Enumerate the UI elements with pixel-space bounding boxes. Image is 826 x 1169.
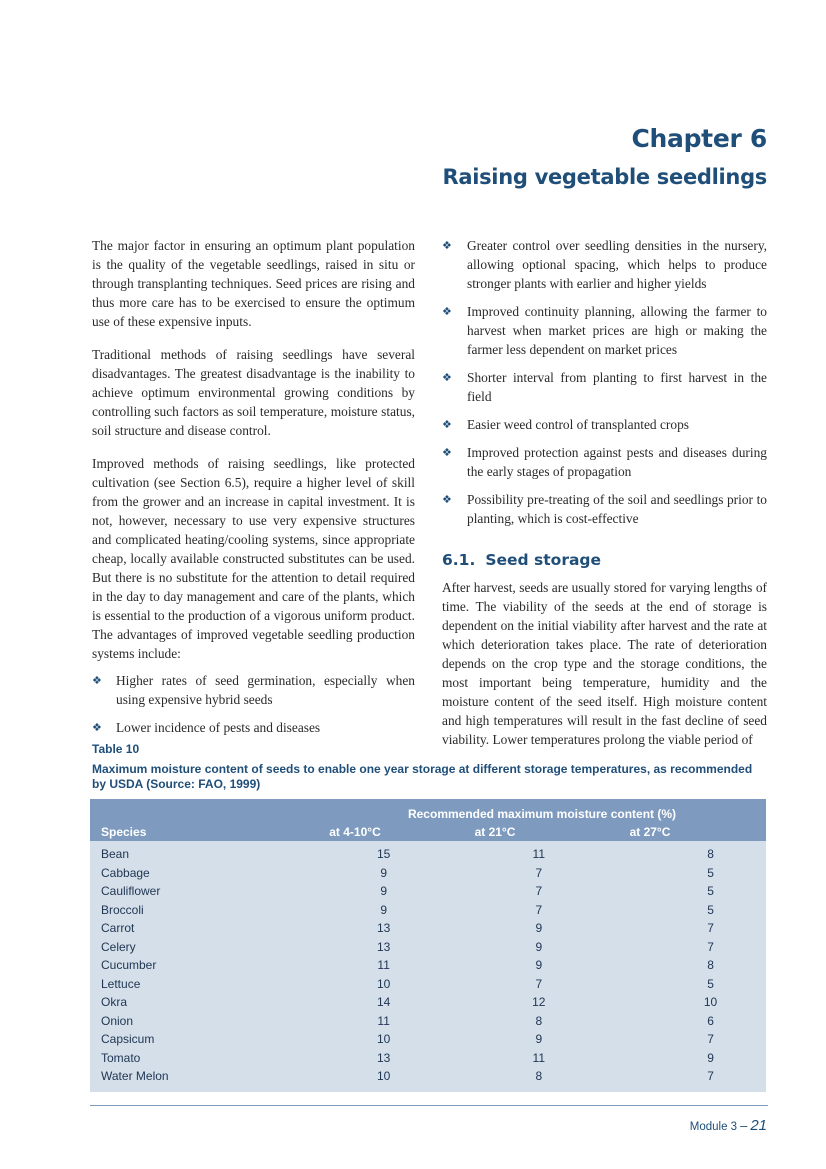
chapter-number: Chapter 6	[631, 124, 767, 153]
table-header	[90, 799, 766, 841]
spacer-cell	[594, 1012, 655, 1031]
value-cell: 11	[532, 1050, 546, 1065]
table-block	[92, 742, 768, 1092]
list-item	[442, 302, 767, 359]
value-cell: 13	[376, 1050, 391, 1065]
value-cell: 5	[707, 902, 714, 917]
value-cell: 7	[707, 1032, 714, 1047]
diamond-bullet-icon: ❖	[92, 721, 102, 734]
spacer-cell	[439, 1067, 483, 1086]
spacer-cell	[439, 1049, 483, 1068]
value-cell: 7	[535, 976, 543, 991]
value-cell: 13	[376, 921, 391, 936]
spacer-cell	[594, 864, 655, 883]
value-cell: 7	[535, 865, 543, 880]
diamond-bullet-icon: ❖	[442, 239, 452, 252]
footer-dash: –	[740, 1118, 748, 1133]
value-cell: 11	[532, 847, 546, 862]
spacer-cell	[439, 975, 483, 994]
value-cell: 9	[535, 921, 543, 936]
value-cell: 5	[707, 884, 714, 899]
spacer-cell	[439, 956, 483, 975]
footer-rule	[90, 1105, 768, 1106]
value-cell: 7	[707, 921, 714, 936]
species-cell: Water Melon	[101, 1069, 169, 1084]
value-cell: 7	[707, 939, 714, 954]
value-cell: 9	[535, 939, 543, 954]
list-item-text: Improved protection against pests and diseases during the early stages of propagation	[467, 445, 767, 479]
chapter-title: Raising vegetable seedlings	[442, 165, 767, 189]
value-cell: 8	[707, 847, 714, 862]
list-item-text: Lower incidence of pests and diseases	[116, 720, 321, 735]
value-cell: 11	[377, 1013, 390, 1028]
species-cell: Tomato	[101, 1050, 141, 1065]
advantages-list-continued	[442, 236, 767, 528]
species-cell: Bean	[101, 847, 130, 862]
paragraph: Improved methods of raising seedlings, like protected cultivation (see Section 6.5), require a higher level of skill from the grower and an increase in capital investment. It is not, however, necessary to use very expensive structures and complicated heating/cooling systems, since appropriate cheap, locally available constructed substitutes can be used. But there is no substitute for the attention to detail required in the day to day management and care of the plants, which is essential to the production of a vigorous uniform product. The advantages of improved vegetable seedling production systems include:	[92, 456, 415, 661]
species-cell: Celery	[101, 939, 136, 954]
species-cell: Capsicum	[101, 1032, 155, 1047]
spacer-cell	[439, 993, 483, 1012]
value-cell: 9	[707, 1050, 714, 1065]
value-cell: 7	[535, 902, 543, 917]
value-cell: 14	[376, 995, 391, 1010]
list-item	[442, 415, 767, 434]
list-item	[442, 236, 767, 293]
value-cell: 10	[703, 995, 718, 1010]
value-cell: 9	[535, 1032, 543, 1047]
species-cell: Onion	[101, 1013, 134, 1028]
value-cell: 9	[380, 884, 387, 899]
table-row	[90, 901, 766, 920]
section-title: Seed storage	[485, 551, 602, 569]
table-body	[90, 845, 766, 1086]
table-row	[90, 1012, 766, 1031]
spacer-cell	[594, 1067, 655, 1086]
diamond-bullet-icon: ❖	[442, 305, 452, 318]
value-cell: 10	[376, 1069, 391, 1084]
module-label: Module 3	[689, 1121, 738, 1133]
table-row	[90, 956, 766, 975]
value-cell: 8	[535, 1013, 543, 1028]
value-cell: 6	[707, 1013, 714, 1028]
spacer-cell	[594, 919, 655, 938]
list-item-text: Easier weed control of transplanted crops	[467, 417, 689, 432]
list-item-text: Greater control over seedling densities in the nursery, allowing optional spacing, which helps to produce stronger plants with earlier and higher yields	[467, 238, 767, 291]
table-caption: Maximum moisture content of seeds to enable one year storage at different storage temperatures, as recommended by USDA (Source: FAO, 1999)	[92, 762, 753, 791]
diamond-bullet-icon: ❖	[442, 418, 452, 431]
section-heading	[442, 550, 767, 570]
diamond-bullet-icon: ❖	[442, 446, 452, 459]
list-item	[92, 671, 415, 709]
table-row	[90, 864, 766, 883]
spacer-cell	[594, 938, 655, 957]
table-row	[90, 938, 766, 957]
spacer-cell	[594, 975, 655, 994]
paragraph: After harvest, seeds are usually stored for varying lengths of time. The viability of the seeds at the end of storage is dependent on the initial viability after harvest and the rate at which deterioration takes place. The rate of deterioration depends on the crop type and the storage conditions, the most important being temperature, humidity and the moisture content of the seed itself. High moisture content and high temperatures will result in the fast decline of seed viability. Lower temperatures prolong the viable period of	[442, 580, 767, 747]
table-row	[90, 975, 766, 994]
value-cell: 9	[380, 865, 387, 880]
list-item	[442, 443, 767, 481]
species-cell: Cauliflower	[101, 884, 161, 899]
list-item	[442, 368, 767, 406]
value-cell: 9	[380, 902, 387, 917]
table-row	[90, 1030, 766, 1049]
diamond-bullet-icon: ❖	[92, 674, 102, 687]
diamond-bullet-icon: ❖	[442, 371, 452, 384]
list-item-text: Improved continuity planning, allowing the farmer to harvest when market prices are high or making the farmer less dependent on market prices	[467, 304, 767, 357]
value-cell: 15	[376, 847, 391, 862]
list-item-text: Shorter interval from planting to first harvest in the field	[467, 370, 767, 404]
list-item	[442, 490, 767, 528]
span-header: Recommended maximum moisture content (%)	[407, 807, 677, 821]
value-cell: 7	[707, 1069, 714, 1084]
paragraph: The major factor in ensuring an optimum plant population is the quality of the vegetable seedlings, raised in situ or through transplanting techniques. Seed prices are rising and thus more care has to be exercised to ensure the optimum use of these expensive inputs.	[92, 238, 415, 329]
species-cell: Cabbage	[101, 865, 150, 880]
value-cell: 13	[376, 939, 391, 954]
chapter-header	[442, 122, 767, 194]
column-header: Species	[101, 825, 147, 839]
species-cell: Broccoli	[101, 902, 144, 917]
column-header: at 27°C	[629, 825, 671, 839]
table-row	[90, 993, 766, 1012]
value-cell: 5	[707, 976, 714, 991]
column-header: at 4-10°C	[329, 825, 381, 839]
table-row	[90, 919, 766, 938]
diamond-bullet-icon: ❖	[442, 493, 452, 506]
paragraph: Traditional methods of raising seedlings have several disadvantages. The greatest disadvantage is the inability to achieve optimum environmental growing conditions by controlling such factors as soil temperature, moisture status, soil structure and disease control.	[92, 347, 415, 438]
spacer-cell	[594, 901, 655, 920]
spacer-cell	[439, 845, 483, 864]
spacer-cell	[594, 993, 655, 1012]
list-item-text: Possibility pre-treating of the soil and seedlings prior to planting, which is cost-effective	[467, 492, 767, 526]
value-cell: 10	[376, 976, 391, 991]
spacer-cell	[439, 1030, 483, 1049]
spacer-cell	[594, 845, 655, 864]
spacer-cell	[439, 901, 483, 920]
column-header: at 21°C	[474, 825, 516, 839]
species-cell: Lettuce	[101, 976, 141, 991]
spacer-cell	[439, 882, 483, 901]
spacer-cell	[439, 864, 483, 883]
spacer-cell	[439, 938, 483, 957]
value-cell: 11	[377, 958, 390, 973]
species-cell: Carrot	[101, 921, 135, 936]
spacer-cell	[594, 882, 655, 901]
species-cell: Okra	[101, 995, 128, 1010]
list-item	[92, 718, 415, 737]
spacer-cell	[439, 919, 483, 938]
table-row	[90, 845, 766, 864]
value-cell: 8	[535, 1069, 543, 1084]
section-number: 6.1.	[442, 551, 476, 569]
moisture-table	[90, 799, 766, 1092]
advantages-list	[92, 671, 415, 737]
left-column	[92, 236, 415, 746]
value-cell: 5	[707, 865, 714, 880]
table-row	[90, 1049, 766, 1068]
value-cell: 8	[707, 958, 714, 973]
value-cell: 12	[532, 995, 546, 1010]
page-footer	[690, 1117, 767, 1135]
value-cell: 10	[376, 1032, 391, 1047]
page-number: 21	[750, 1117, 767, 1134]
species-cell: Cucumber	[101, 958, 157, 973]
spacer-cell	[594, 1049, 655, 1068]
table-row	[90, 882, 766, 901]
value-cell: 7	[535, 884, 543, 899]
value-cell: 9	[535, 958, 543, 973]
spacer-cell	[594, 956, 655, 975]
table-row	[90, 1067, 766, 1086]
spacer-cell	[594, 1030, 655, 1049]
spacer-cell	[439, 1012, 483, 1031]
right-column	[442, 236, 767, 763]
table-label: Table 10	[92, 742, 140, 756]
list-item-text: Higher rates of seed germination, especially when using expensive hybrid seeds	[116, 673, 415, 707]
